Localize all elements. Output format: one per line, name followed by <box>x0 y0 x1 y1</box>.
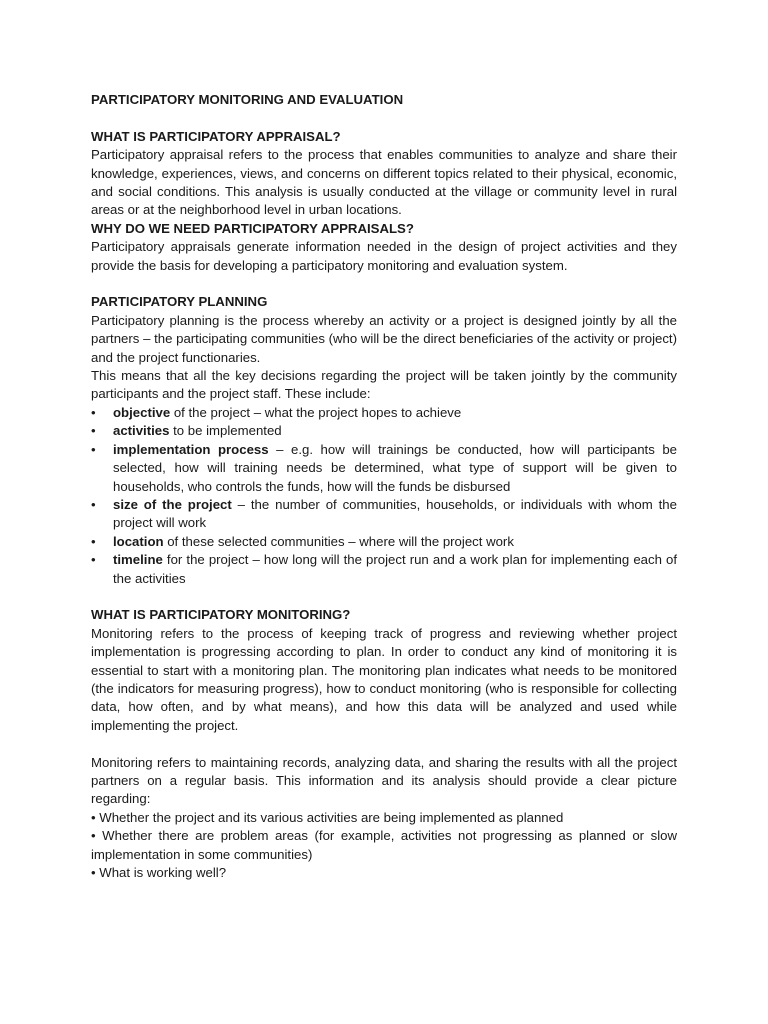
list-item <box>91 496 677 533</box>
list-item-text: of the project – what the project hopes to achieve <box>170 404 462 420</box>
list-item <box>91 533 677 551</box>
list-item <box>91 422 677 440</box>
appraisal-heading: WHAT IS PARTICIPATORY APPRAISAL? <box>91 128 341 144</box>
list-item <box>91 551 677 588</box>
why-heading: WHY DO WE NEED PARTICIPATORY APPRAISALS? <box>91 220 414 236</box>
planning-decisions-list <box>91 404 677 588</box>
list-item-term: implementation process <box>113 441 269 457</box>
monitoring-paragraph-1: Monitoring refers to the process of keeping track of progress and reviewing whether project implementation is progressing according to plan. In order to conduct any kind of monitoring it is essential to start with a monitoring plan. The monitoring plan indicates what needs to be monitored (the indicators for measuring progress), how to conduct monitoring (who is responsible for collecting data, how often, and by what means), and how this data will be analyzed and used while implementing the project. <box>91 625 677 733</box>
document-page <box>91 91 677 882</box>
why-paragraph: Participatory appraisals generate information needed in the design of project activities and they provide the basis for developing a participatory monitoring and evaluation system. <box>91 239 677 273</box>
list-item-term: location <box>113 533 164 549</box>
spacer <box>91 109 677 127</box>
list-item-text: – the number of communities, households, or individuals with whom the project will work <box>113 496 677 531</box>
planning-heading: PARTICIPATORY PLANNING <box>91 294 268 310</box>
document-title: PARTICIPATORY MONITORING AND EVALUATION <box>91 92 404 107</box>
list-item-term: activities <box>113 423 170 439</box>
planning-paragraph-1: Participatory planning is the process whereby an activity or a project is designed jointly by all the partners – the participating communities (who will be the direct beneficiaries of the activity or project) and the project functionaries. <box>91 312 677 365</box>
monitoring-point-1: • Whether the project and its various activities are being implemented as planned <box>91 809 564 825</box>
list-item-term: objective <box>113 404 171 420</box>
list-item <box>91 441 677 496</box>
list-item-text: – e.g. how will trainings be conducted, how will participants be selected, how will training needs be determined, what type of support will be given to households, who controls the funds, how will the funds be disbursed <box>113 441 677 494</box>
list-item-text: to be implemented <box>169 423 282 439</box>
appraisal-paragraph: Participatory appraisal refers to the process that enables communities to analyze and share their knowledge, experiences, views, and concerns on different topics related to their physical, economic, and social conditions. This analysis is usually conducted at the village or community level in rural areas or at the neighborhood level in urban locations. <box>91 147 677 218</box>
list-item-term: timeline <box>113 552 163 568</box>
monitoring-point-3: • What is working well? <box>91 865 227 880</box>
monitoring-heading: WHAT IS PARTICIPATORY MONITORING? <box>91 607 351 623</box>
list-item <box>91 404 677 422</box>
spacer <box>91 735 677 753</box>
monitoring-paragraph-2: Monitoring refers to maintaining records, analyzing data, and sharing the results with all the project partners on a regular basis. This information and its analysis should provide a clear picture regarding: <box>91 754 677 807</box>
monitoring-point-2: • Whether there are problem areas (for example, activities not progressing as planned or slow implementation in some communities) <box>91 828 677 862</box>
list-item-text: of these selected communities – where will the project work <box>163 533 514 549</box>
spacer <box>91 588 677 606</box>
list-item-text: for the project – how long will the project run and a work plan for implementing each of the activities <box>113 552 677 586</box>
spacer <box>91 275 677 293</box>
planning-paragraph-2: This means that all the key decisions regarding the project will be taken jointly by the community participants and the project staff. These include: <box>91 368 677 402</box>
list-item-term: size of the project <box>113 496 232 512</box>
